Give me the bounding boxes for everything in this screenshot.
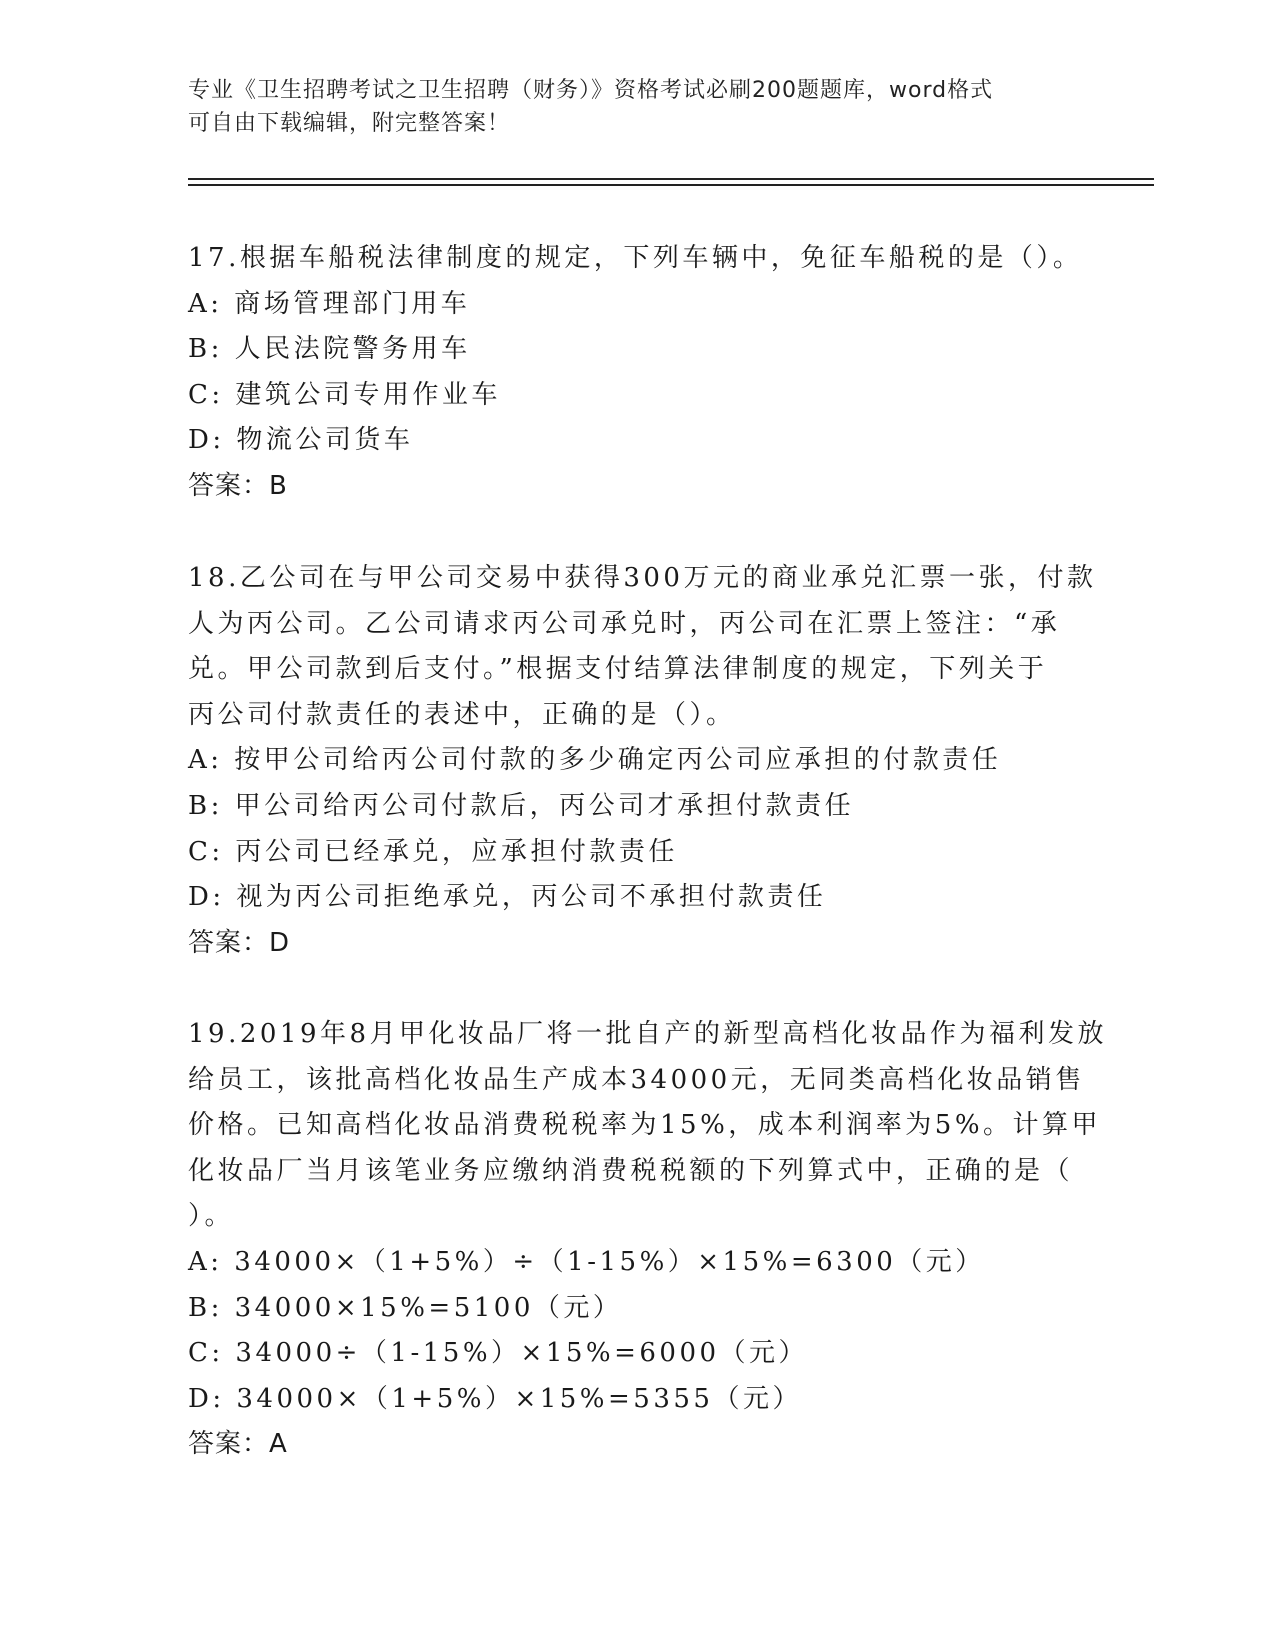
- question-stem-line: 19.2019年8月甲化妆品厂将一批自产的新型高档化妆品作为福利发放: [188, 1019, 1108, 1049]
- option-b: B: 人民法院警务用车: [188, 334, 471, 365]
- option-d: D: 物流公司货车: [188, 425, 414, 456]
- question-stem-line: 18.乙公司在与甲公司交易中获得300万元的商业承兑汇票一张，付款: [188, 563, 1097, 593]
- answer-line: 答案：A: [188, 1429, 288, 1460]
- option-d: D: 视为丙公司拒绝承兑，丙公司不承担付款责任: [188, 882, 827, 913]
- question-stem-line: ）。: [188, 1201, 235, 1232]
- option-c: C: 丙公司已经承兑，应承担付款责任: [188, 836, 678, 867]
- option-a: A: 34000×（1+5%）÷（1-15%）×15%=6300（元）: [188, 1246, 985, 1277]
- question-stem-line: 化妆品厂当月该笔业务应缴纳消费税税额的下列算式中，正确的是（: [188, 1155, 1074, 1186]
- question-stem-line: 丙公司付款责任的表述中，正确的是（）。: [188, 699, 736, 730]
- answer-line: 答案：D: [188, 927, 291, 958]
- question-stem-line: 给员工，该批高档化妆品生产成本34000元，无同类高档化妆品销售: [188, 1064, 1085, 1095]
- option-b: B: 34000×15%=5100（元）: [188, 1292, 623, 1323]
- option-c: C: 34000÷（1-15%）×15%=6000（元）: [188, 1338, 809, 1369]
- question-stem-line: 人为丙公司。乙公司请求丙公司承兑时，丙公司在汇票上签注：“承: [188, 608, 1061, 639]
- option-a: A: 按甲公司给丙公司付款的多少确定丙公司应承担的付款责任: [188, 745, 1002, 776]
- header-divider-bottom: [188, 184, 1154, 186]
- question-stem-line: 价格。已知高档化妆品消费税税率为15%，成本利润率为5%。计算甲: [188, 1110, 1102, 1141]
- question-17: [188, 236, 1088, 510]
- document-header: [188, 74, 1078, 140]
- header-line: 专业《卫生招聘考试之卫生招聘（财务）》资格考试必刷200题题库，word格式: [188, 78, 994, 103]
- option-c: C: 建筑公司专用作业车: [188, 379, 501, 410]
- header-line: 可自由下载编辑，附完整答案！: [188, 111, 511, 136]
- question-stem-line: 17.根据车船税法律制度的规定，下列车辆中，免征车船税的是（）。: [188, 243, 1083, 273]
- option-d: D: 34000×（1+5%）×15%=5355（元）: [188, 1383, 802, 1414]
- answer-line: 答案：B: [188, 470, 288, 501]
- option-b: B: 甲公司给丙公司付款后，丙公司才承担付款责任: [188, 790, 855, 821]
- question-19: [188, 1012, 1108, 1468]
- question-18: [188, 556, 1097, 966]
- header-divider-top: [188, 178, 1154, 180]
- question-stem-line: 兑。甲公司款到后支付。”根据支付结算法律制度的规定，下列关于: [188, 654, 1048, 685]
- option-a: A: 商场管理部门用车: [188, 288, 471, 319]
